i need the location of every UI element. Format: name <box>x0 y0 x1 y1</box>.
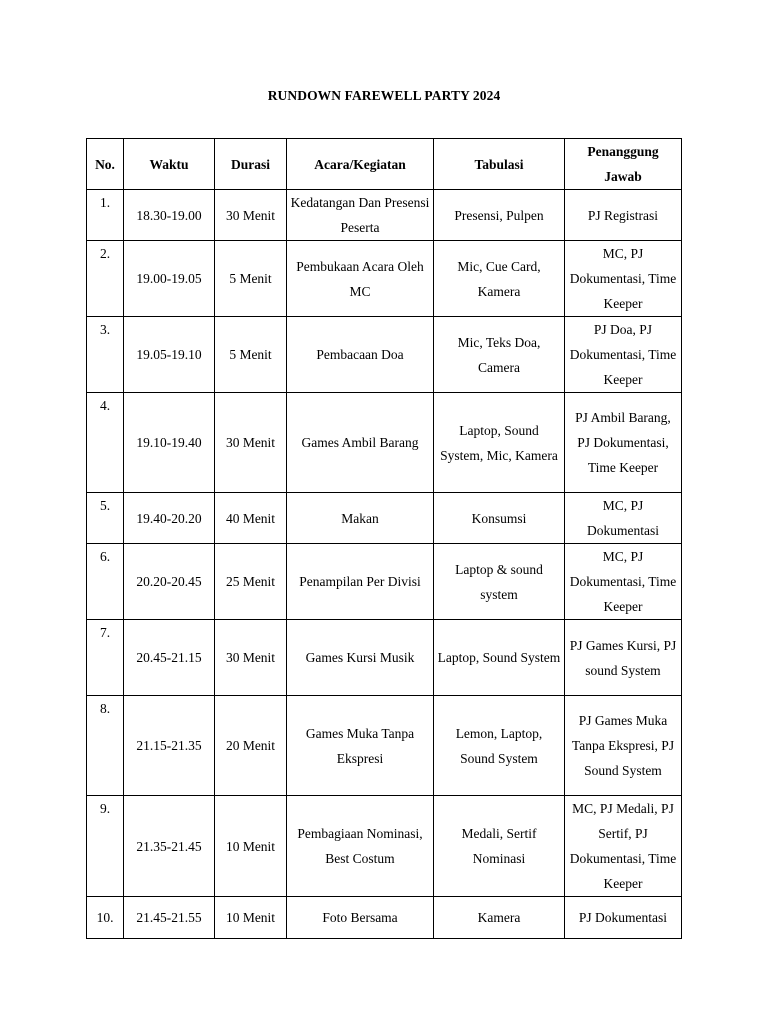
table-row <box>87 544 682 620</box>
cell-penanggung-jawab: PJ Ambil Barang, PJ Dokumentasi, Time Keeper <box>565 393 682 493</box>
cell-tabulasi: Laptop, Sound System, Mic, Kamera <box>434 393 565 493</box>
table-row <box>87 696 682 796</box>
document-title: RUNDOWN FAREWELL PARTY 2024 <box>267 88 501 103</box>
cell-no: 1. <box>87 190 124 241</box>
cell-penanggung-jawab: PJ Doa, PJ Dokumentasi, Time Keeper <box>565 317 682 393</box>
cell-no: 10. <box>87 897 124 939</box>
cell-waktu: 19.00-19.05 <box>124 241 215 317</box>
cell-waktu: 19.40-20.20 <box>124 493 215 544</box>
cell-no: 6. <box>87 544 124 620</box>
cell-no: 2. <box>87 241 124 317</box>
table-row <box>87 796 682 897</box>
cell-durasi: 10 Menit <box>215 796 287 897</box>
cell-waktu: 21.35-21.45 <box>124 796 215 897</box>
cell-acara: Pembacaan Doa <box>287 317 434 393</box>
cell-acara: Makan <box>287 493 434 544</box>
cell-durasi: 5 Menit <box>215 317 287 393</box>
cell-no: 8. <box>87 696 124 796</box>
cell-tabulasi: Mic, Cue Card, Kamera <box>434 241 565 317</box>
cell-penanggung-jawab: PJ Registrasi <box>565 190 682 241</box>
cell-waktu: 21.45-21.55 <box>124 897 215 939</box>
cell-durasi: 5 Menit <box>215 241 287 317</box>
cell-durasi: 10 Menit <box>215 897 287 939</box>
header-waktu: Waktu <box>124 139 215 190</box>
cell-tabulasi: Lemon, Laptop, Sound System <box>434 696 565 796</box>
cell-durasi: 30 Menit <box>215 190 287 241</box>
table-row <box>87 317 682 393</box>
cell-durasi: 30 Menit <box>215 620 287 696</box>
cell-penanggung-jawab: MC, PJ Dokumentasi, Time Keeper <box>565 544 682 620</box>
cell-acara: Games Kursi Musik <box>287 620 434 696</box>
table-row <box>87 241 682 317</box>
header-acara: Acara/Kegiatan <box>287 139 434 190</box>
table-row <box>87 620 682 696</box>
table-header-row <box>87 139 682 190</box>
cell-waktu: 20.20-20.45 <box>124 544 215 620</box>
cell-no: 5. <box>87 493 124 544</box>
cell-penanggung-jawab: PJ Games Kursi, PJ sound System <box>565 620 682 696</box>
cell-penanggung-jawab: MC, PJ Medali, PJ Sertif, PJ Dokumentasi, Time Keeper <box>565 796 682 897</box>
cell-waktu: 21.15-21.35 <box>124 696 215 796</box>
cell-no: 3. <box>87 317 124 393</box>
table-row <box>87 897 682 939</box>
cell-penanggung-jawab: MC, PJ Dokumentasi <box>565 493 682 544</box>
cell-no: 7. <box>87 620 124 696</box>
cell-no: 4. <box>87 393 124 493</box>
cell-acara: Games Muka Tanpa Ekspresi <box>287 696 434 796</box>
table-row <box>87 393 682 493</box>
cell-waktu: 19.05-19.10 <box>124 317 215 393</box>
table-row <box>87 493 682 544</box>
cell-no: 9. <box>87 796 124 897</box>
cell-durasi: 25 Menit <box>215 544 287 620</box>
cell-waktu: 19.10-19.40 <box>124 393 215 493</box>
cell-tabulasi: Laptop, Sound System <box>434 620 565 696</box>
cell-waktu: 18.30-19.00 <box>124 190 215 241</box>
cell-tabulasi: Medali, Sertif Nominasi <box>434 796 565 897</box>
cell-durasi: 40 Menit <box>215 493 287 544</box>
header-penanggung-jawab: Penanggung Jawab <box>565 139 682 190</box>
cell-acara: Kedatangan Dan Presensi Peserta <box>287 190 434 241</box>
cell-acara: Foto Bersama <box>287 897 434 939</box>
header-durasi: Durasi <box>215 139 287 190</box>
cell-tabulasi: Presensi, Pulpen <box>434 190 565 241</box>
cell-tabulasi: Kamera <box>434 897 565 939</box>
cell-acara: Games Ambil Barang <box>287 393 434 493</box>
cell-penanggung-jawab: PJ Games Muka Tanpa Ekspresi, PJ Sound System <box>565 696 682 796</box>
header-tabulasi: Tabulasi <box>434 139 565 190</box>
cell-acara: Pembagiaan Nominasi, Best Costum <box>287 796 434 897</box>
header-no: No. <box>87 139 124 190</box>
cell-durasi: 30 Menit <box>215 393 287 493</box>
cell-penanggung-jawab: MC, PJ Dokumentasi, Time Keeper <box>565 241 682 317</box>
rundown-table <box>86 138 682 939</box>
cell-tabulasi: Mic, Teks Doa, Camera <box>434 317 565 393</box>
table-row <box>87 190 682 241</box>
cell-waktu: 20.45-21.15 <box>124 620 215 696</box>
cell-acara: Penampilan Per Divisi <box>287 544 434 620</box>
cell-tabulasi: Konsumsi <box>434 493 565 544</box>
cell-acara: Pembukaan Acara Oleh MC <box>287 241 434 317</box>
cell-durasi: 20 Menit <box>215 696 287 796</box>
cell-tabulasi: Laptop & sound system <box>434 544 565 620</box>
cell-penanggung-jawab: PJ Dokumentasi <box>565 897 682 939</box>
